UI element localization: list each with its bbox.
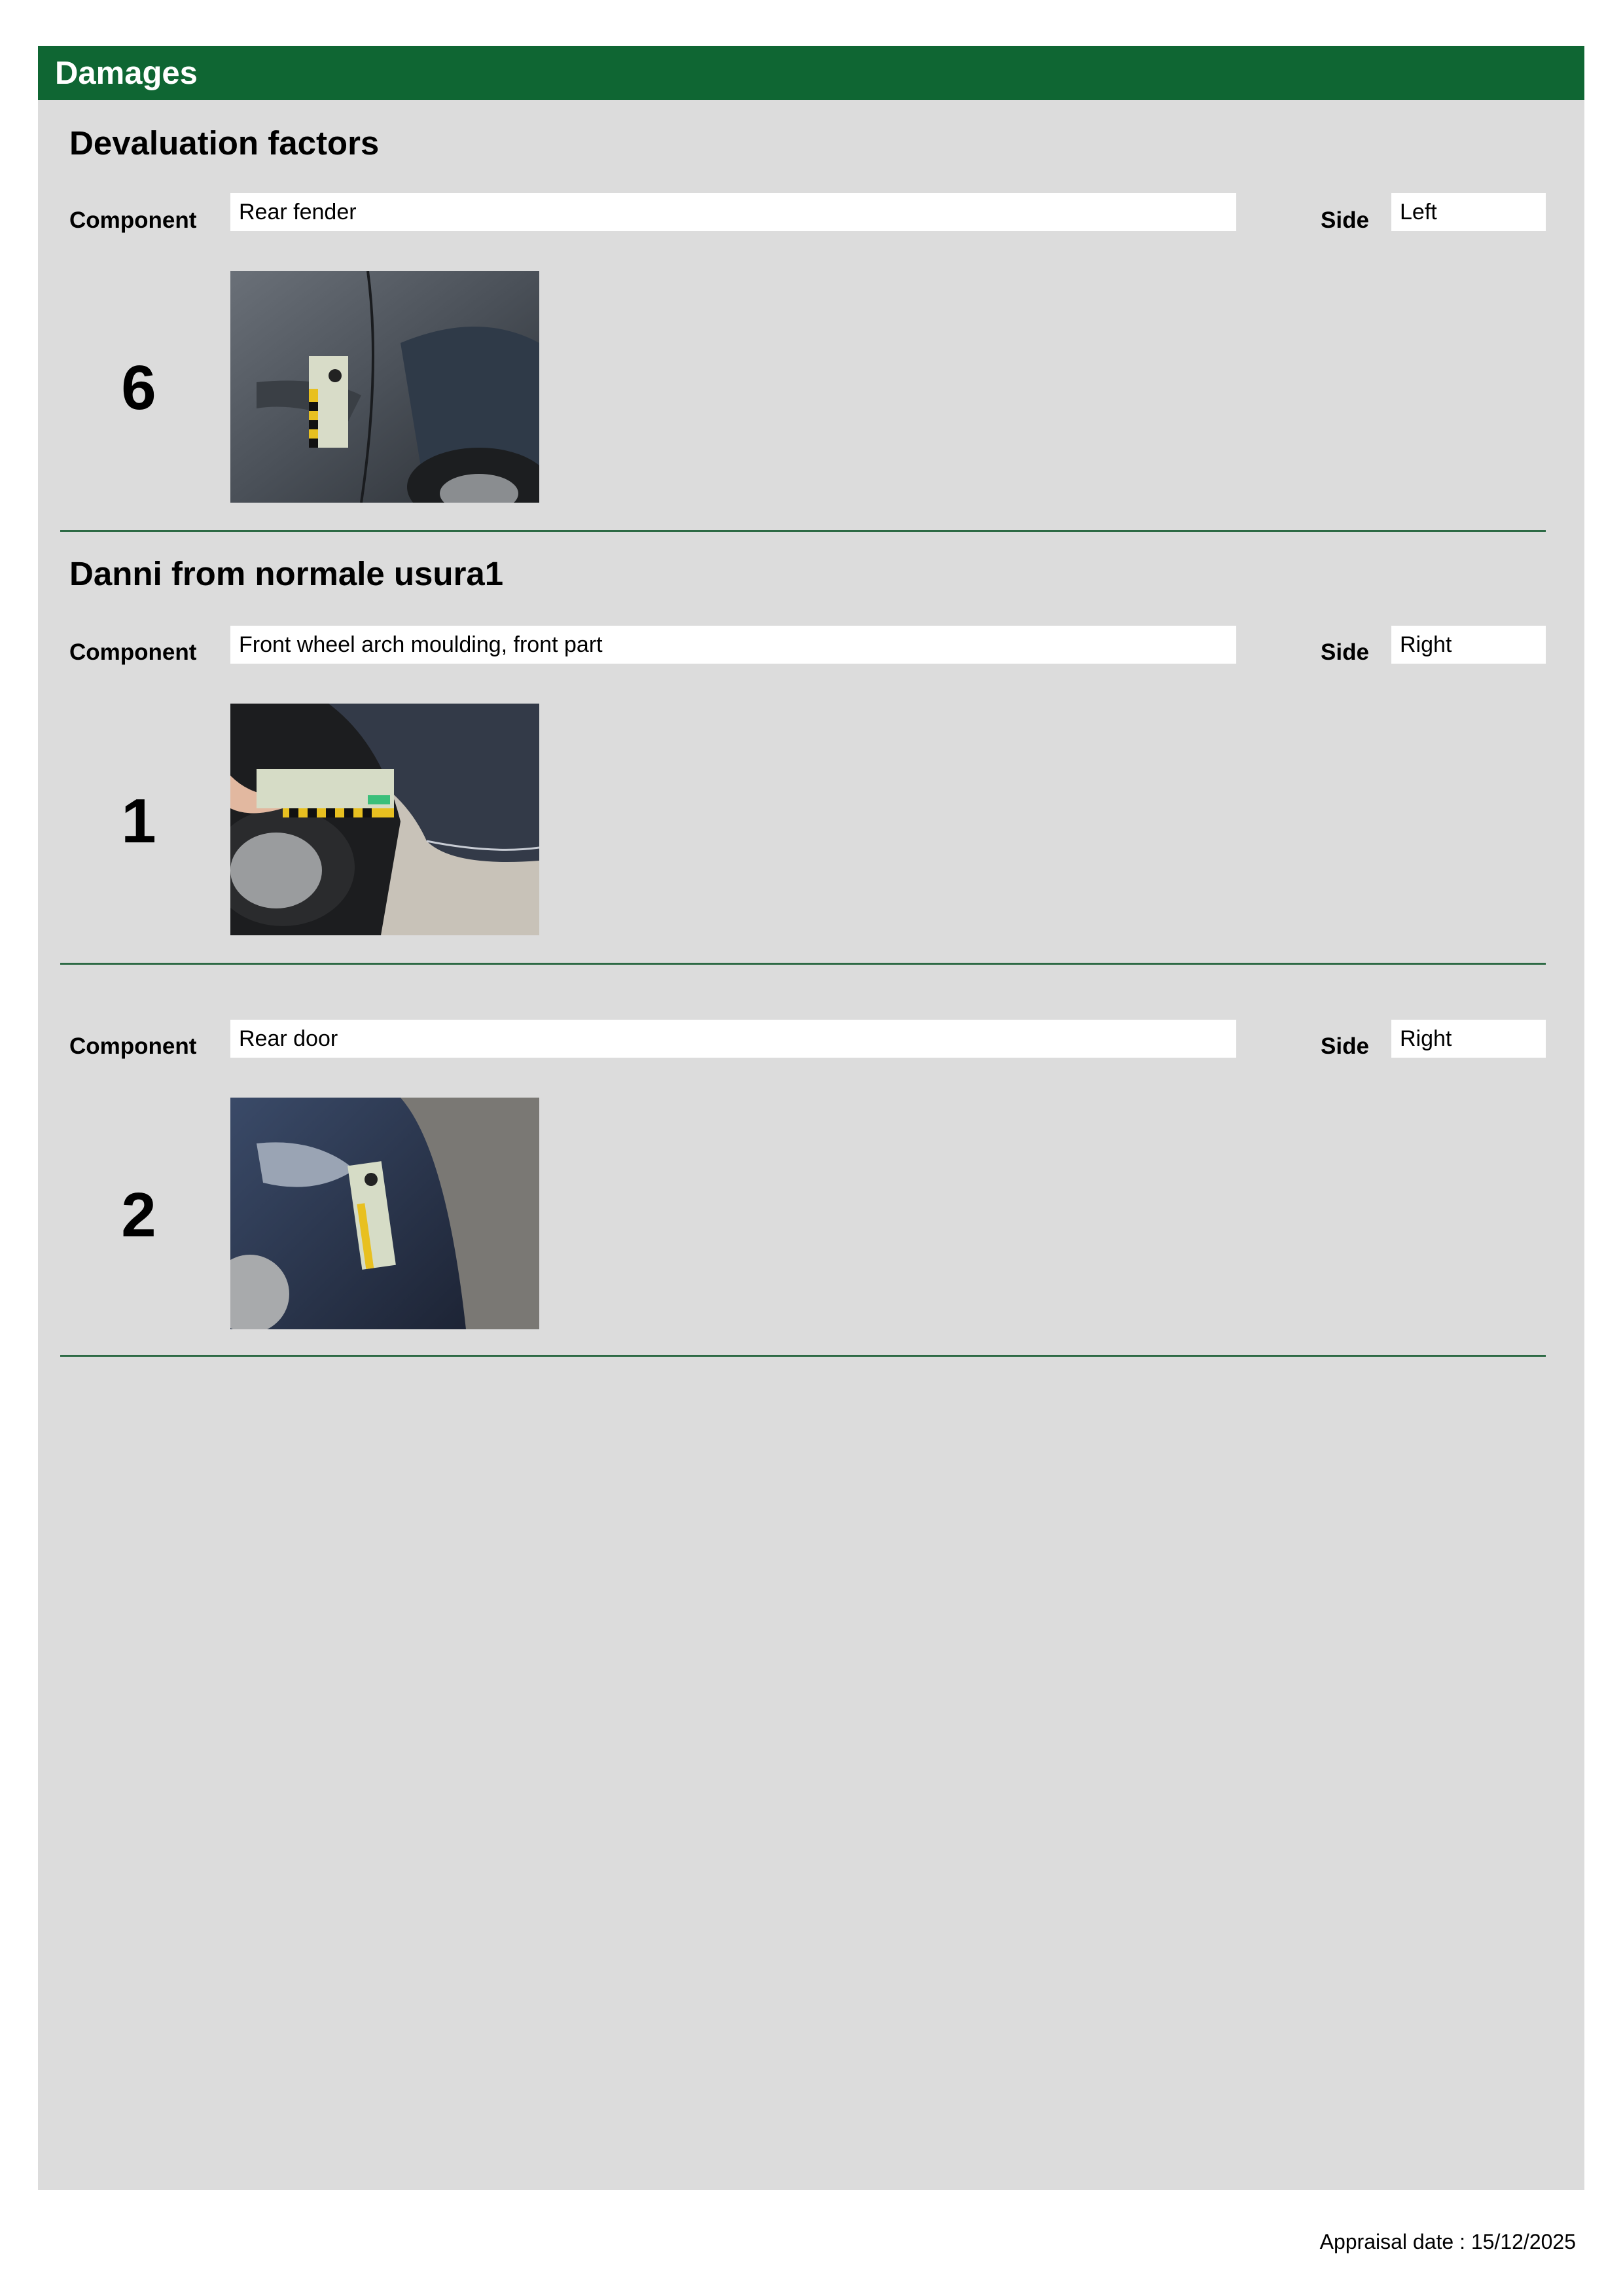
- component-label: Component: [69, 207, 197, 233]
- section-header-bar: [38, 46, 1584, 100]
- damages-panel: [38, 46, 1584, 2190]
- component-label: Component: [69, 1033, 197, 1059]
- rear-fender-damage-photo[interactable]: [230, 271, 539, 503]
- side-field: Right: [1391, 626, 1546, 664]
- side-field: Left: [1391, 193, 1546, 231]
- side-label: Side: [1321, 1033, 1369, 1059]
- damage-count-number: 6: [121, 353, 156, 423]
- section-divider: [60, 530, 1546, 532]
- side-label: Side: [1321, 639, 1369, 665]
- appraisal-date: Appraisal date : 15/12/2025: [1319, 2230, 1576, 2253]
- component-field: Rear door: [230, 1020, 1236, 1058]
- component-field: Front wheel arch moulding, front part: [230, 626, 1236, 664]
- component-field: Rear fender: [230, 193, 1236, 231]
- rear-door-damage-photo[interactable]: [230, 1098, 539, 1329]
- side-label: Side: [1321, 207, 1369, 233]
- damage-count-number: 2: [121, 1180, 156, 1250]
- component-label: Component: [69, 639, 197, 665]
- damage-count-number: 1: [121, 786, 156, 856]
- section-header-title: Damages: [55, 56, 198, 91]
- section-title-devaluation-factors: Devaluation factors: [69, 124, 380, 162]
- section-divider: [60, 1355, 1546, 1357]
- side-field: Right: [1391, 1020, 1546, 1058]
- section-divider: [60, 963, 1546, 965]
- section-title-normal-wear: Danni from normale usura1: [69, 555, 504, 592]
- front-wheel-arch-damage-photo[interactable]: [230, 704, 539, 935]
